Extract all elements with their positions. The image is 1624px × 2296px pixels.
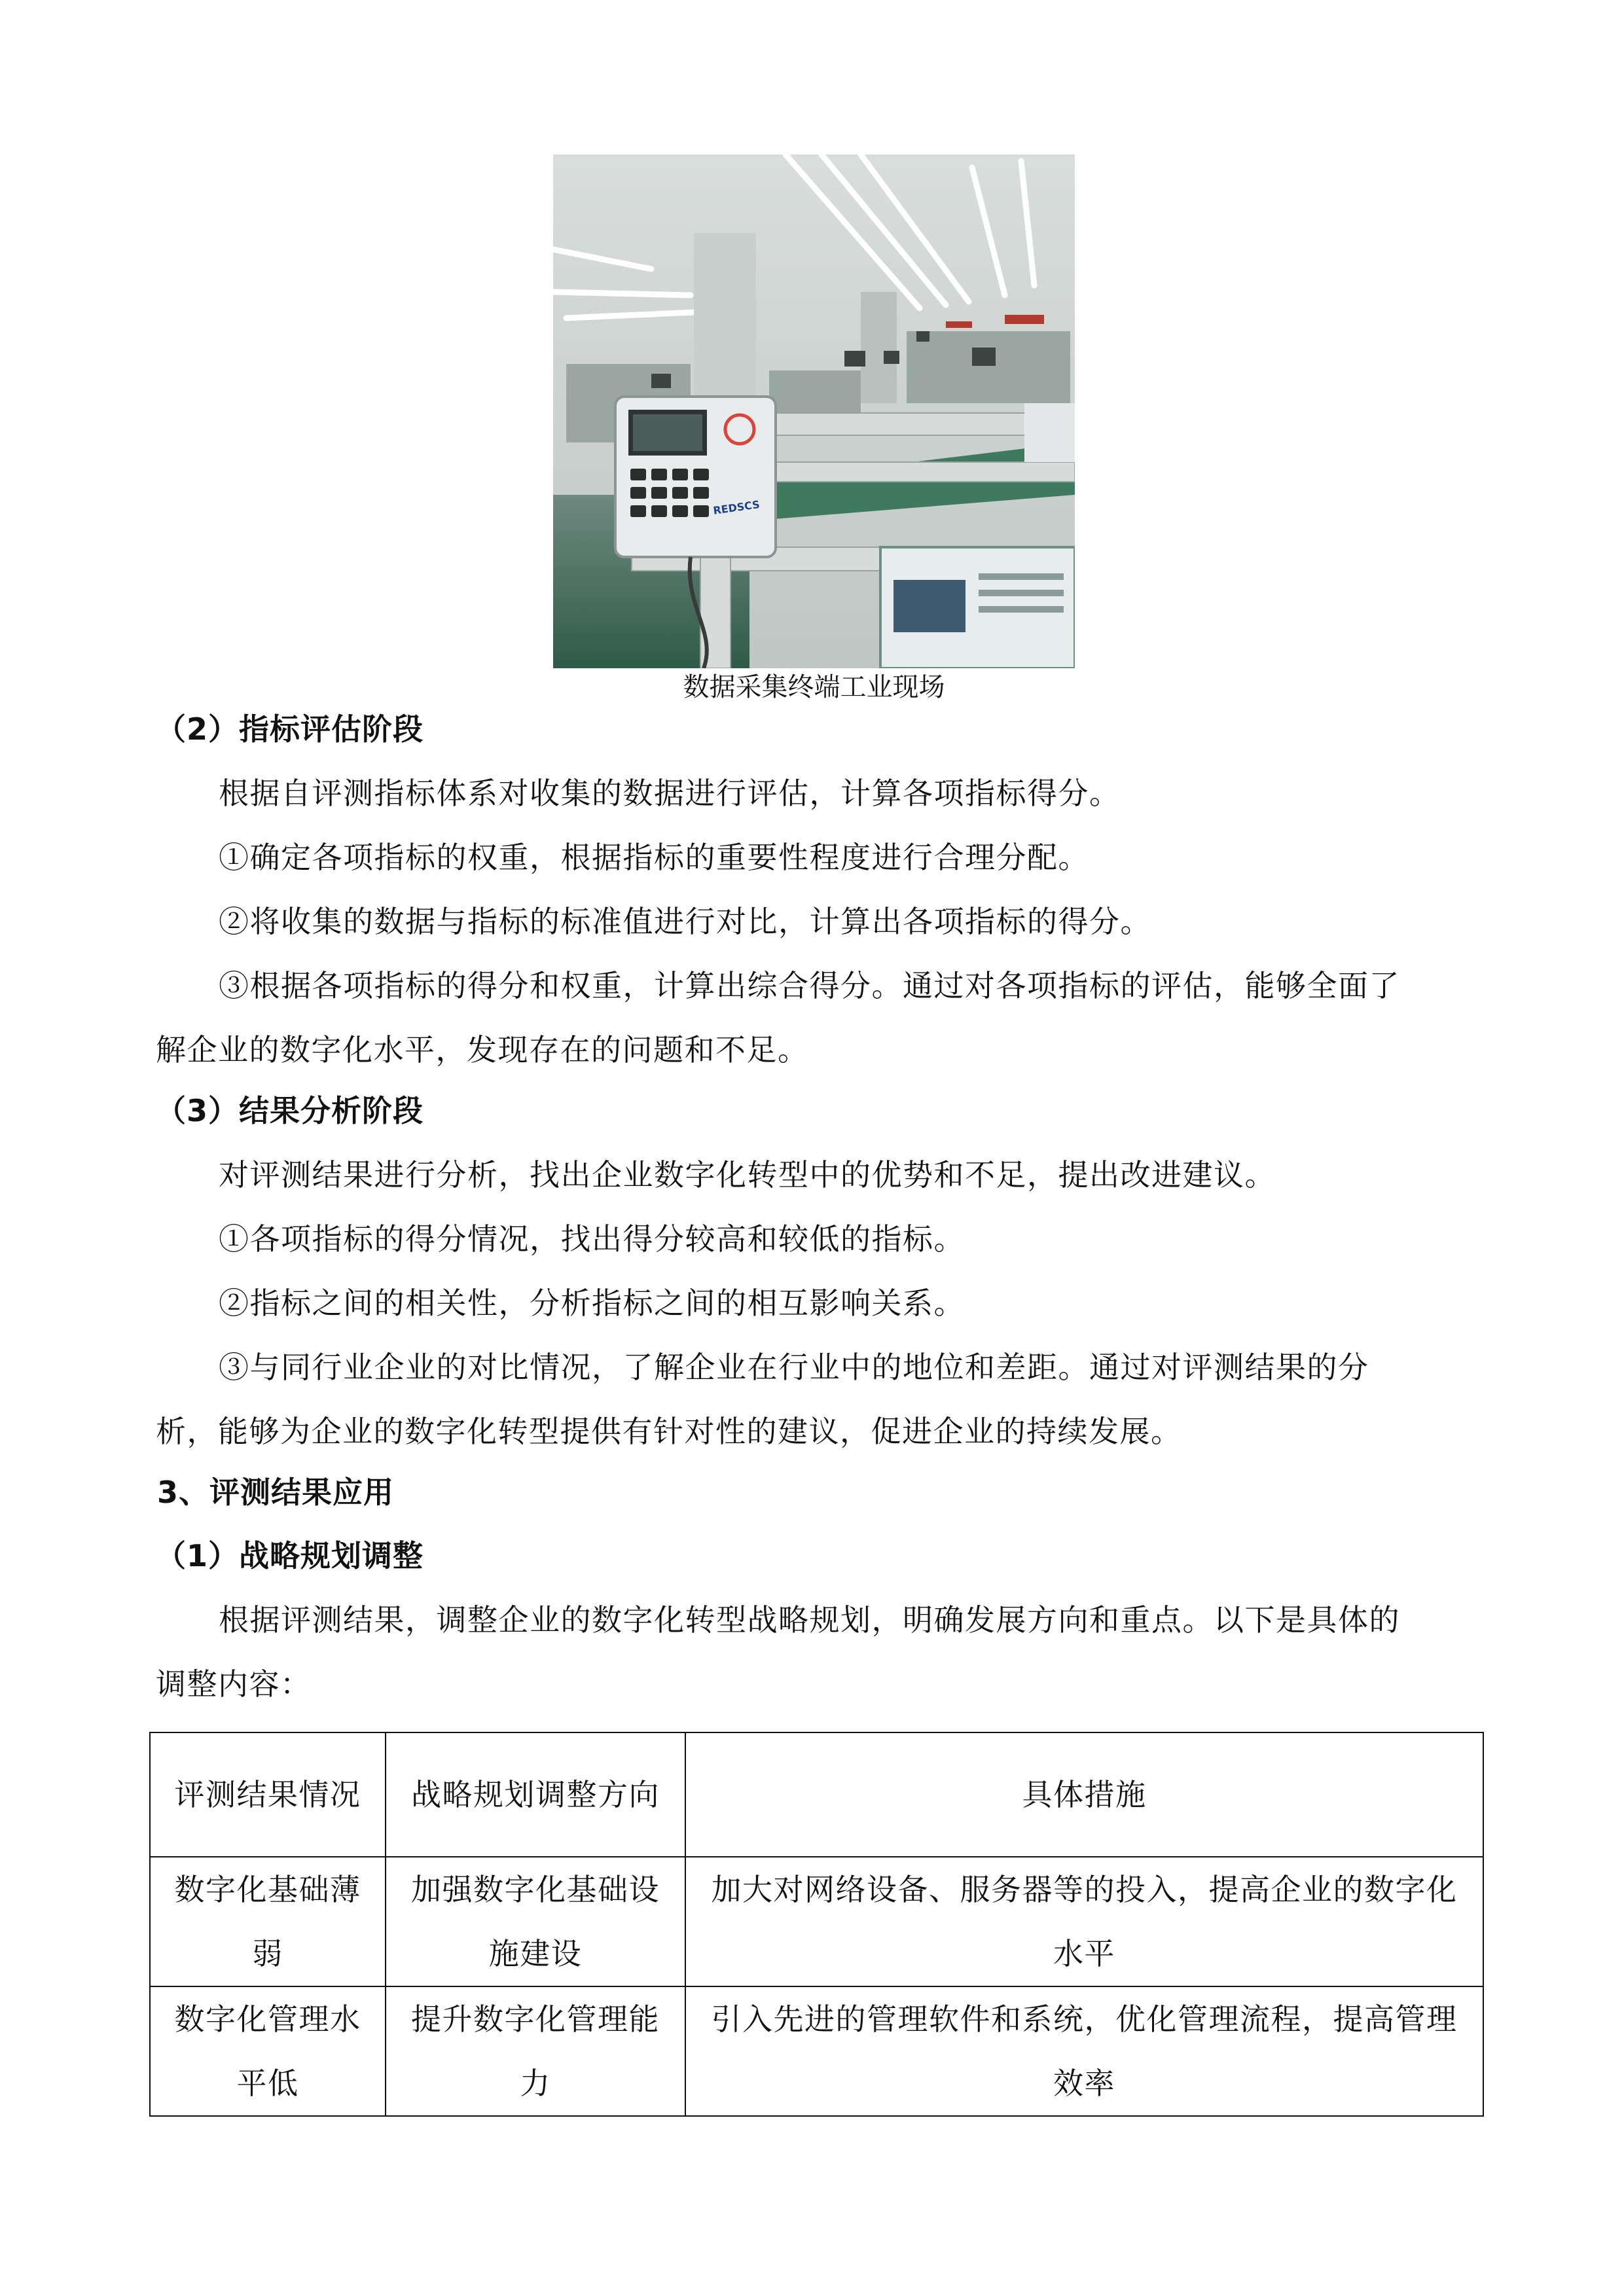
table-cell: 引入先进的管理软件和系统，优化管理流程，提高管理效率: [685, 1986, 1483, 2116]
factory-photo-illustration: [553, 154, 1075, 668]
table-cell: 数字化基础薄弱: [150, 1857, 386, 1986]
section-2-item-1: ①确定各项指标的权重，根据指标的重要性程度进行合理分配。: [219, 840, 1089, 875]
strategy-intro-line-1: 根据评测结果，调整企业的数字化转型战略规划，明确发展方向和重点。以下是具体的: [219, 1602, 1400, 1638]
strategy-intro-line-2: 调整内容：: [156, 1666, 312, 1702]
section-heading-result-analysis: （3）结果分析阶段: [156, 1093, 424, 1128]
strategy-intro: [156, 1588, 1478, 1716]
figure-caption: 数据采集终端工业现场: [683, 672, 945, 702]
table-header-cell: 评测结果情况: [150, 1732, 386, 1857]
table-cell: 提升数字化管理能力: [386, 1986, 685, 2116]
section-2-intro: 根据自评测指标体系对收集的数据进行评估，计算各项指标得分。: [219, 776, 1121, 811]
section-2-item-2: ②将收集的数据与指标的标准值进行对比，计算出各项指标的得分。: [219, 904, 1151, 939]
table-row: [150, 1857, 1483, 1986]
table-row: [150, 1986, 1483, 2116]
table-cell: 加大对网络设备、服务器等的投入，提高企业的数字化水平: [685, 1857, 1483, 1986]
strategy-adjustment-table: [149, 1732, 1484, 2117]
section-3-item-2: ②指标之间的相关性，分析指标之间的相互影响关系。: [219, 1285, 965, 1321]
section-3-item-3-line-2: 析，能够为企业的数字化转型提供有针对性的建议，促进企业的持续发展。: [156, 1414, 1182, 1449]
section-2-item-3-line-2: 解企业的数字化水平，发现存在的问题和不足。: [156, 1032, 809, 1067]
table-header-row: [150, 1732, 1483, 1857]
factory-terminal-photo: [553, 154, 1075, 668]
chapter-heading-result-application: 3、评测结果应用: [157, 1475, 395, 1510]
section-3-item-3: [156, 1335, 1478, 1463]
section-3-intro: 对评测结果进行分析，找出企业数字化转型中的优势和不足，提出改进建议。: [219, 1157, 1276, 1193]
section-2-item-3-line-1: ③根据各项指标的得分和权重，计算出综合得分。通过对各项指标的评估，能够全面了: [219, 968, 1400, 1003]
section-heading-indicator-evaluation: （2）指标评估阶段: [156, 711, 424, 747]
table-header-cell: 具体措施: [685, 1732, 1483, 1857]
section-3-item-3-line-1: ③与同行业企业的对比情况，了解企业在行业中的地位和差距。通过对评测结果的分: [219, 1350, 1369, 1385]
table-cell: 加强数字化基础设施建设: [386, 1857, 685, 1986]
table-cell: 数字化管理水平低: [150, 1986, 386, 2116]
table-header-cell: 战略规划调整方向: [386, 1732, 685, 1857]
section-3-item-1: ①各项指标的得分情况，找出得分较高和较低的指标。: [219, 1221, 965, 1257]
section-2-item-3: [156, 954, 1478, 1082]
device-brand: REDSCS: [712, 498, 761, 517]
section-heading-strategy-adjustment: （1）战略规划调整: [156, 1538, 424, 1573]
